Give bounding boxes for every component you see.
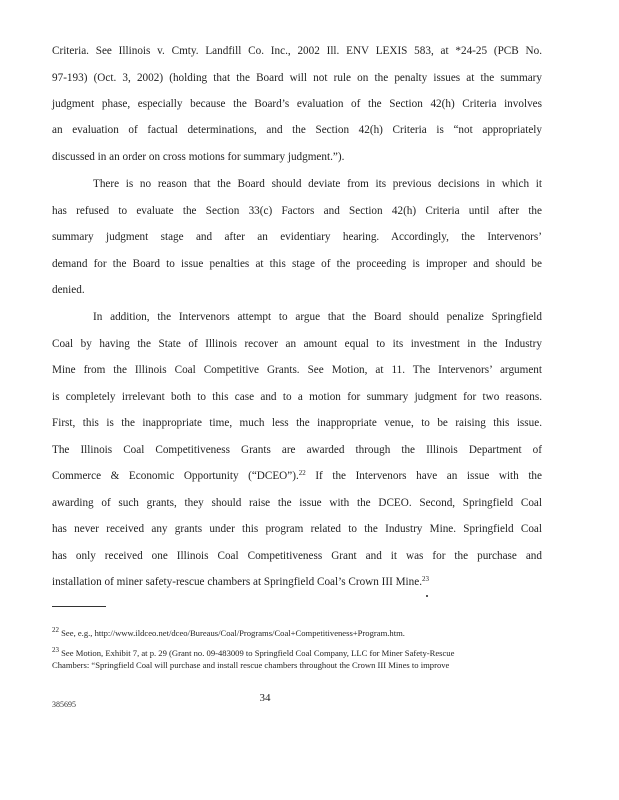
line-text: an evaluation of factual determinations, and the Section 42(h) Criteria is “not appropriately [52,124,542,136]
footnote-number: 22 [52,626,59,634]
body-line [52,469,542,483]
footnote-number: 23 [52,646,59,654]
footnote-text: See, e.g., http://www.ildceo.net/dceo/Bureaus/Coal/Programs/Coal+Competitiveness+Program.htm. [61,628,405,638]
line-text: Commerce & Economic Opportunity (“DCEO”). [52,470,299,482]
line-text: Criteria. See Illinois v. Cmty. Landfill Co. Inc., 2002 Ill. ENV LEXIS 583, at *24-25 (PCB No. [52,45,542,57]
stray-mark [426,595,428,597]
line-text: installation of miner safety-rescue chambers at Springfield Coal’s Crown III Mine. [52,576,423,588]
body-line [52,150,542,164]
body-line [52,522,542,536]
footnote-separator [52,606,106,607]
body-line [52,390,542,404]
footnote-22 [52,628,542,639]
line-text: has refused to evaluate the Section 33(c) Factors and Section 42(h) Criteria until after the [52,205,542,217]
footnote-text: Chambers: “Springfield Coal will purchase and install rescue chambers throughout the Crown III Mines to improve [52,660,450,670]
body-line [52,443,542,457]
line-text: denied. [52,284,85,296]
line-text: is completely irrelevant both to this case and to a motion for summary judgment for two reasons. [52,391,542,403]
line-text: demand for the Board to issue penalties at this stage of the proceeding is improper and should be [52,258,542,270]
footnote-text: See Motion, Exhibit 7, at p. 29 (Grant no. 09-483009 to Springfield Coal Company, LLC for Miner Safety-Rescue [61,648,455,658]
line-text-rest: If the Intervenors have an issue with the [305,470,542,482]
line-text: In addition, the Intervenors attempt to argue that the Board should penalize Springfield [93,311,542,323]
body-line [52,496,542,510]
line-text: discussed in an order on cross motions for summary judgment.”). [52,151,345,163]
body-line [52,97,542,111]
line-text: Mine from the Illinois Coal Competitive Grants. See Motion, at 11. The Intervenors’ argument [52,364,542,376]
footnote-23 [52,648,542,659]
line-text: judgment phase, especially because the Board’s evaluation of the Section 42(h) Criteria involves [52,98,542,110]
body-line [52,363,542,377]
body-line [52,71,542,85]
line-text: Coal by having the State of Illinois recover an amount equal to its investment in the Industry [52,338,542,350]
body-line [93,310,542,324]
line-text: There is no reason that the Board should deviate from its previous decisions in which it [93,178,542,190]
line-text: has never received any grants under this program related to the Industry Mine. Springfield Coal [52,523,542,535]
body-line [52,549,542,563]
body-line [52,337,542,351]
footnote-23-continued [52,660,542,671]
body-line [52,283,542,297]
document-id: 385695 [52,700,76,709]
page-number: 34 [259,692,271,704]
body-line [52,44,542,58]
footnote-reference: 22 [298,469,306,477]
body-line [93,177,542,191]
body-line [52,416,542,430]
body-line [52,204,542,218]
line-text: First, this is the inappropriate time, much less the inappropriate venue, to be raising this issue. [52,417,542,429]
line-text: The Illinois Coal Competitiveness Grants are awarded through the Illinois Department of [52,444,542,456]
line-text: has only received one Illinois Coal Competitiveness Grant and it was for the purchase and [52,550,542,562]
body-line [52,575,542,589]
footnote-reference: 23 [422,575,430,583]
line-text: 97-193) (Oct. 3, 2002) (holding that the Board will not rule on the penalty issues at the summary [52,72,542,84]
line-text: summary judgment stage and after an evidentiary hearing. Accordingly, the Intervenors’ [52,231,542,243]
body-line [52,230,542,244]
body-line [52,123,542,137]
body-line [52,257,542,271]
line-text: awarding of such grants, they should raise the issue with the DCEO. Second, Springfield Coal [52,497,542,509]
